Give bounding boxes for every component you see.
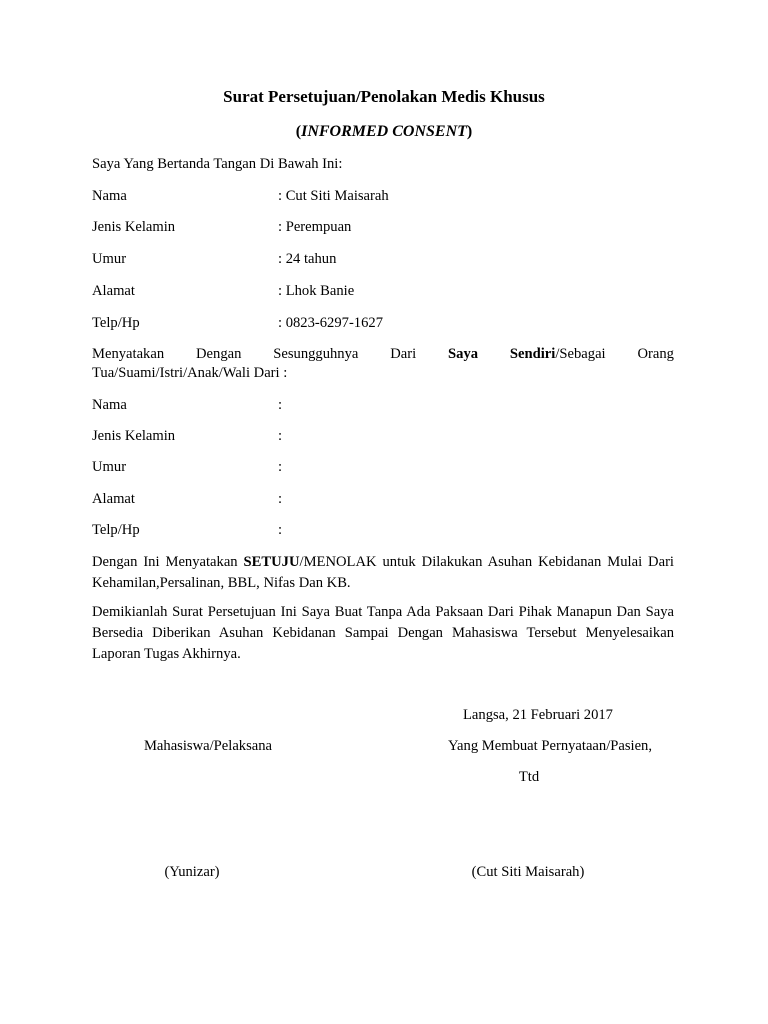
- guardian-phone-label: Telp/Hp: [92, 522, 140, 538]
- patient-address-label: Alamat: [92, 283, 135, 299]
- document-title: Surat Persetujuan/Penolakan Medis Khusus: [223, 87, 545, 106]
- left-signatory-role: Mahasiswa/Pelaksana: [143, 738, 273, 754]
- guardian-address-label: Alamat: [92, 491, 135, 507]
- guardian-age-label: Umur: [92, 459, 127, 475]
- patient-name-label: Nama: [92, 188, 127, 204]
- left-signatory-name: (Yunizar): [164, 864, 220, 880]
- subtitle-open-paren: (: [295, 123, 302, 140]
- consent-paragraph: [92, 552, 674, 594]
- patient-address-value: : Lhok Banie: [278, 283, 355, 299]
- guardian-name-label: Nama: [92, 397, 127, 413]
- patient-phone-label: Telp/Hp: [92, 315, 140, 331]
- document-subtitle: [0, 123, 768, 141]
- ttd-mark: Ttd: [518, 769, 540, 785]
- consent-after: /MENOLAK untuk Dilakukan Asuhan Kebidanan Mulai Dari Kehamilan,Persalinan, BBL, Nifas Dan KB.: [92, 554, 674, 591]
- statement-word: Dari: [390, 346, 417, 362]
- patient-gender-label: Jenis Kelamin: [92, 219, 176, 235]
- statement-sebagai: /Sebagai: [555, 346, 606, 362]
- consent-setuju: SETUJU: [243, 554, 300, 570]
- patient-name-value: : Cut Siti Maisarah: [278, 188, 389, 204]
- statement-sendiri: Sendiri: [509, 346, 556, 362]
- patient-age-label: Umur: [92, 251, 127, 267]
- guardian-address-value: :: [278, 491, 283, 507]
- guardian-gender-label: Jenis Kelamin: [92, 428, 176, 444]
- patient-phone-value: : 0823-6297-1627: [278, 315, 383, 331]
- statement-word: Sesungguhnya: [273, 346, 359, 362]
- statement-saya: Saya: [448, 346, 479, 362]
- statement-paragraph: [92, 345, 674, 383]
- place-date: Langsa, 21 Februari 2017: [463, 707, 613, 723]
- statement-sendiri-group: [510, 345, 606, 364]
- right-signatory-role: Yang Membuat Pernyataan/Pasien,: [447, 738, 652, 754]
- statement-word: Menyatakan: [92, 346, 165, 362]
- closing-paragraph: Demikianlah Surat Persetujuan Ini Saya Buat Tanpa Ada Paksaan Dari Pihak Manapun Dan Saya Bersedia Diberikan Asuhan Kebidanan Sampai Dengan Mahasiswa Tersebut Menyelesaikan Laporan Tugas Akhirnya.: [92, 604, 674, 662]
- guardian-gender-value: :: [278, 428, 283, 444]
- consent-before: Dengan Ini Menyatakan: [92, 554, 244, 570]
- guardian-age-value: :: [278, 459, 283, 475]
- statement-word: Orang: [637, 346, 674, 362]
- guardian-phone-value: :: [278, 522, 283, 538]
- patient-age-value: : 24 tahun: [278, 251, 337, 267]
- guardian-name-value: :: [278, 397, 283, 413]
- intro-text: Saya Yang Bertanda Tangan Di Bawah Ini:: [92, 156, 343, 172]
- statement-line-1: [92, 345, 674, 364]
- right-signatory-name: (Cut Siti Maisarah): [471, 864, 585, 880]
- subtitle-text: INFORMED CONSENT: [301, 123, 467, 140]
- subtitle-close-paren: ): [466, 123, 473, 140]
- statement-word: Dengan: [196, 346, 242, 362]
- patient-gender-value: : Perempuan: [278, 219, 352, 235]
- statement-line-2: Tua/Suami/Istri/Anak/Wali Dari :: [92, 365, 288, 381]
